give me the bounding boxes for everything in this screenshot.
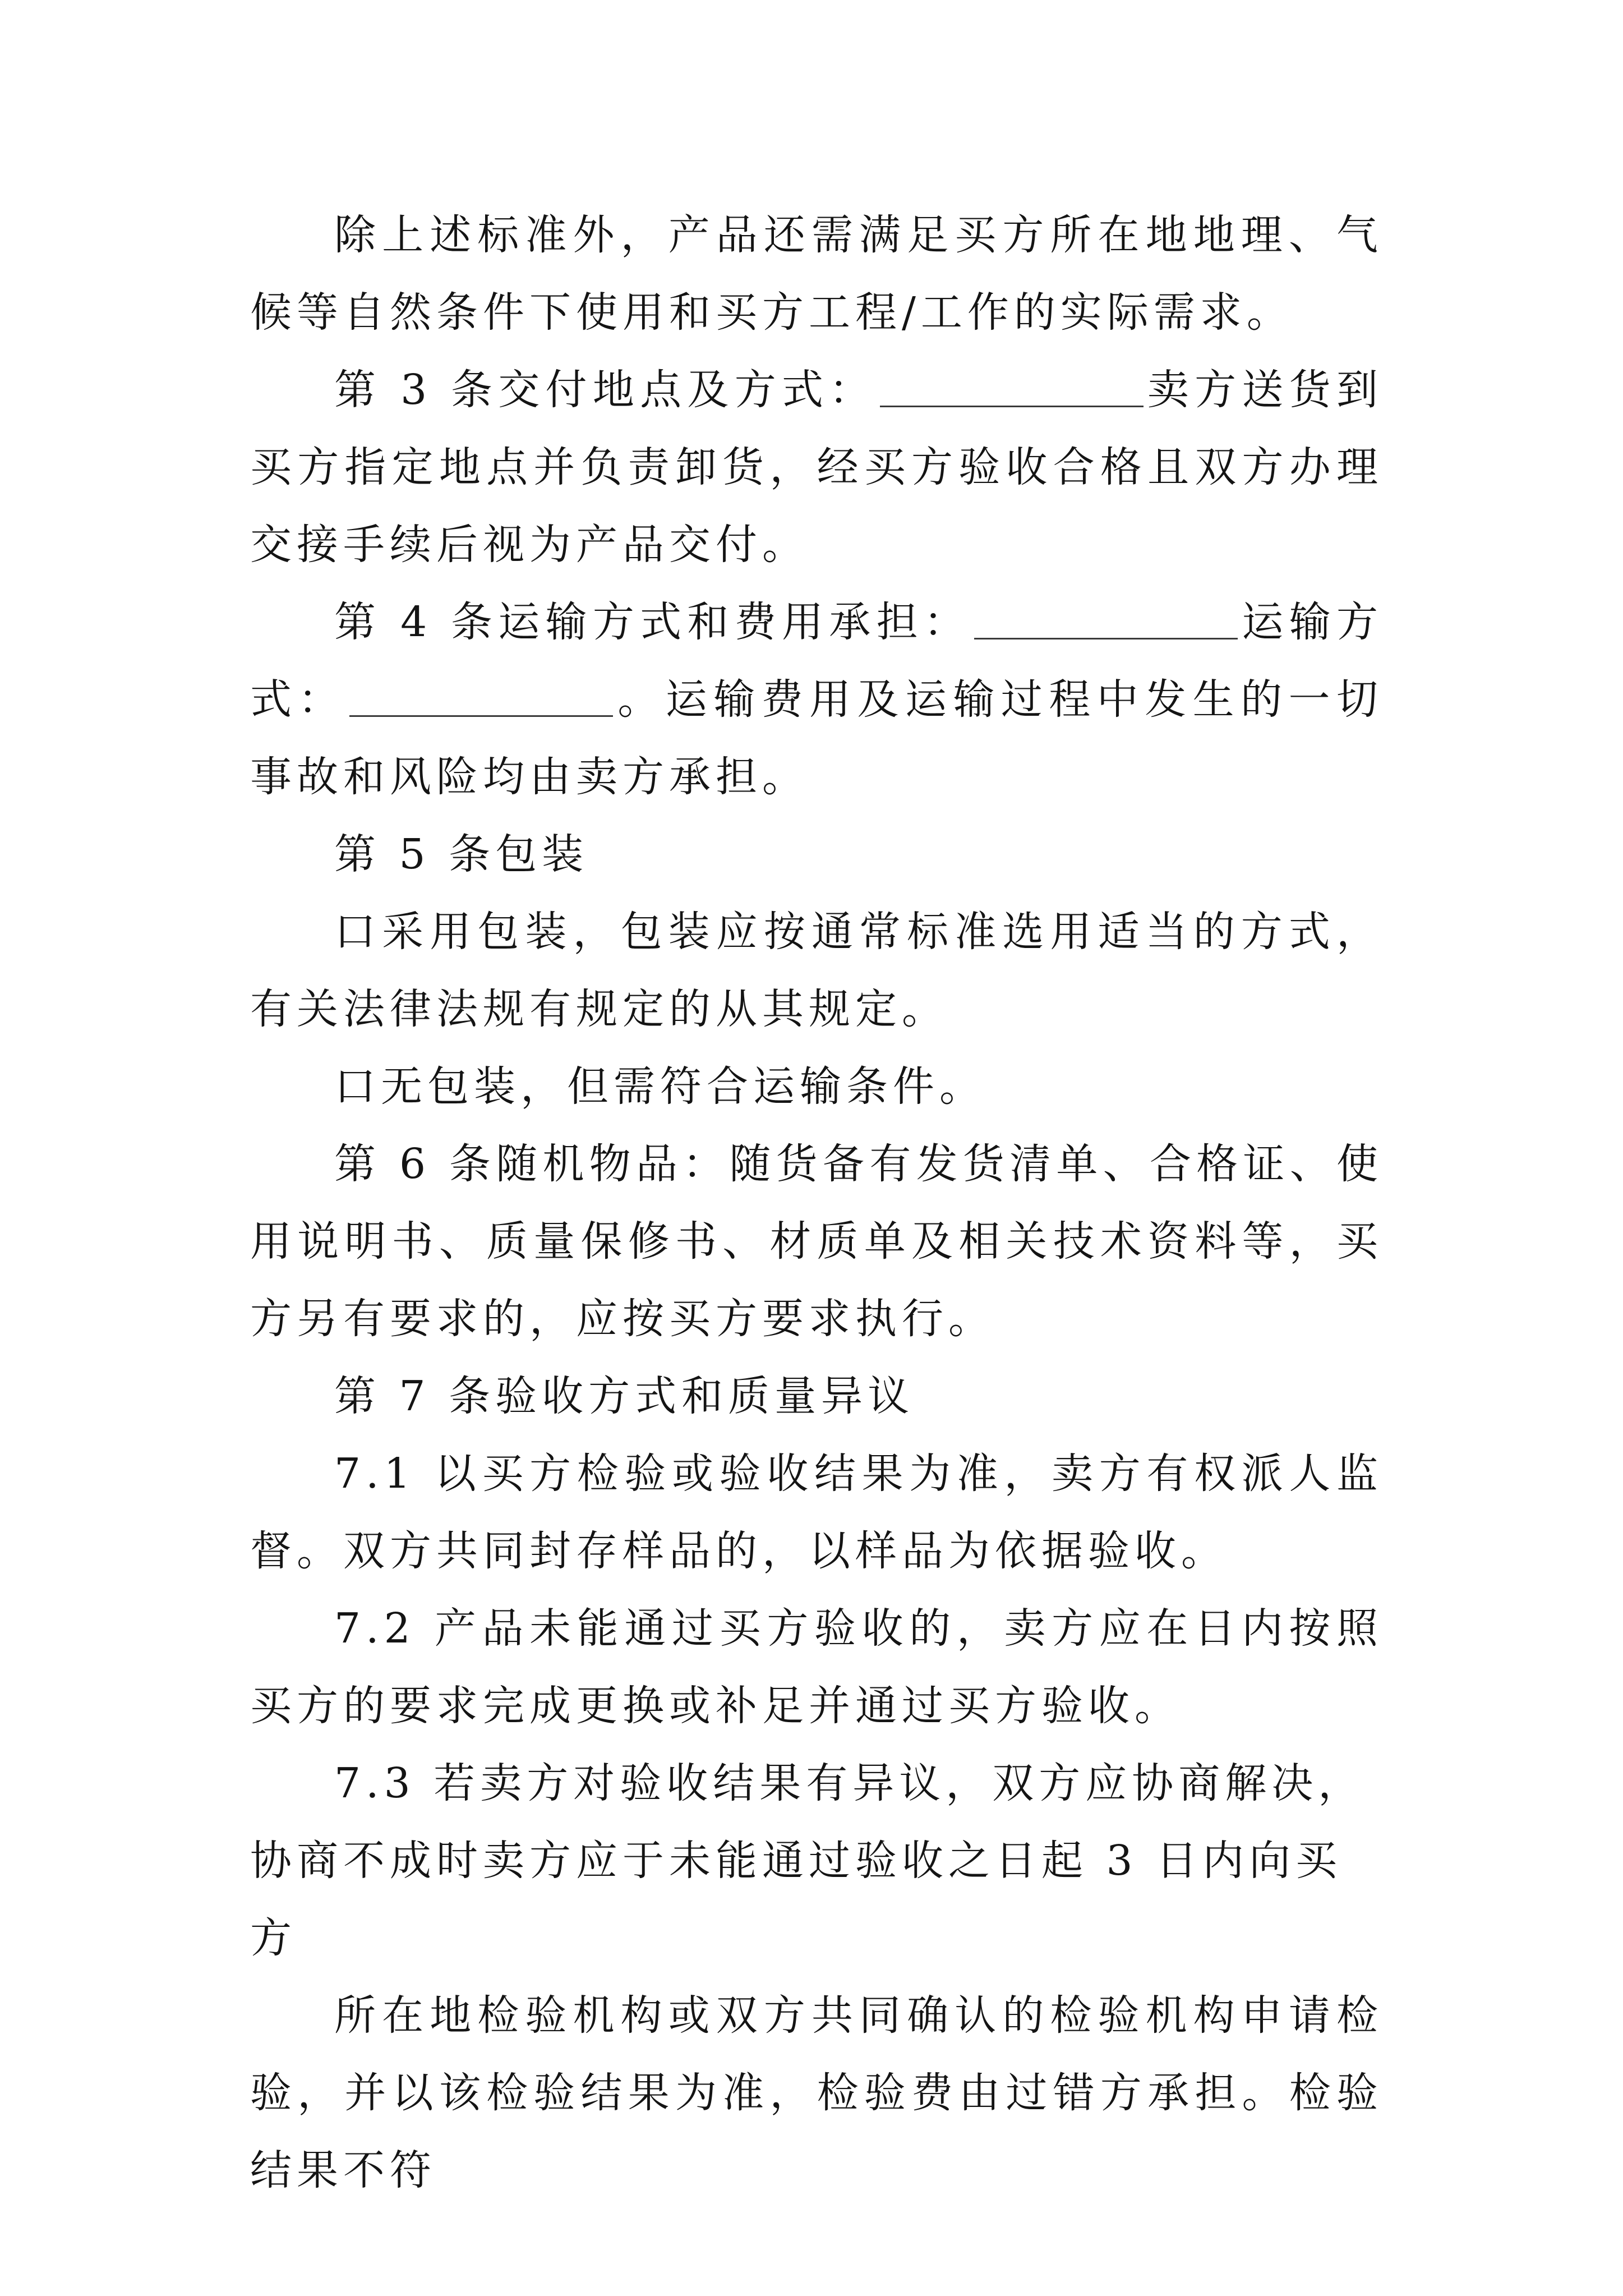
article-4-body: 。运输费用及运输过程中发生的一切事故和风险均由卖方承担。: [250, 675, 1383, 801]
paragraph-clause-7-3-continued: 所在地检验机构或双方共同确认的检验机构申请检验，并以该检验结果为准，检验费由过错方承担。检验结果不符: [250, 1991, 1383, 2194]
transport-method-blank: [349, 674, 613, 717]
paragraph-article-6: 第 6 条随机物品：随货备有发货清单、合格证、使用说明书、质量保修书、材质单及相关技术资料等，买方另有要求的，应按买方要求执行。: [250, 1140, 1383, 1343]
paragraph-packaging-option-2: 口无包装，但需符合运输条件。: [334, 1062, 986, 1111]
paragraph-packaging-option-1: 口采用包装，包装应按通常标准选用适当的方式，有关法律法规有规定的从其规定。: [250, 908, 1383, 1033]
paragraph-article-3: [250, 351, 1383, 583]
paragraph-clause-7-3: 7.3 若卖方对验收结果有异议，双方应协商解决，协商不成时卖方应于未能通过验收之日起 3 日内向买方: [250, 1759, 1365, 1962]
transport-cost-blank: [974, 596, 1238, 639]
paragraph-standards: 除上述标准外，产品还需满足买方所在地地理、气候等自然条件下使用和买方工程/工作的实际需求。: [250, 211, 1383, 337]
paragraph-clause-7-2: 7.2 产品未能通过买方验收的，卖方应在日内按照买方的要求完成更换或补足并通过买方验收。: [250, 1604, 1383, 1730]
paragraph-article-5-title: 第 5 条包装: [334, 830, 589, 878]
delivery-location-blank: [880, 364, 1144, 407]
article-4-middle: 运输方式：: [250, 598, 1384, 724]
paragraph-article-7-title: 第 7 条验收方式和质量异议: [334, 1372, 915, 1420]
article-4-lead: 第 4 条运输方式和费用承担：: [334, 598, 971, 646]
paragraph-clause-7-1: 7.1 以买方检验或验收结果为准，卖方有权派人监督。双方共同封存样品的，以样品为依据验收。: [250, 1450, 1383, 1575]
article-3-lead: 第 3 条交付地点及方式：: [334, 366, 877, 414]
article-3-body: 卖方送货到买方指定地点并负责卸货，经买方验收合格且双方办理交接手续后视为产品交付。: [250, 366, 1384, 569]
document-body: [250, 196, 1383, 2209]
paragraph-article-4: [250, 583, 1383, 816]
